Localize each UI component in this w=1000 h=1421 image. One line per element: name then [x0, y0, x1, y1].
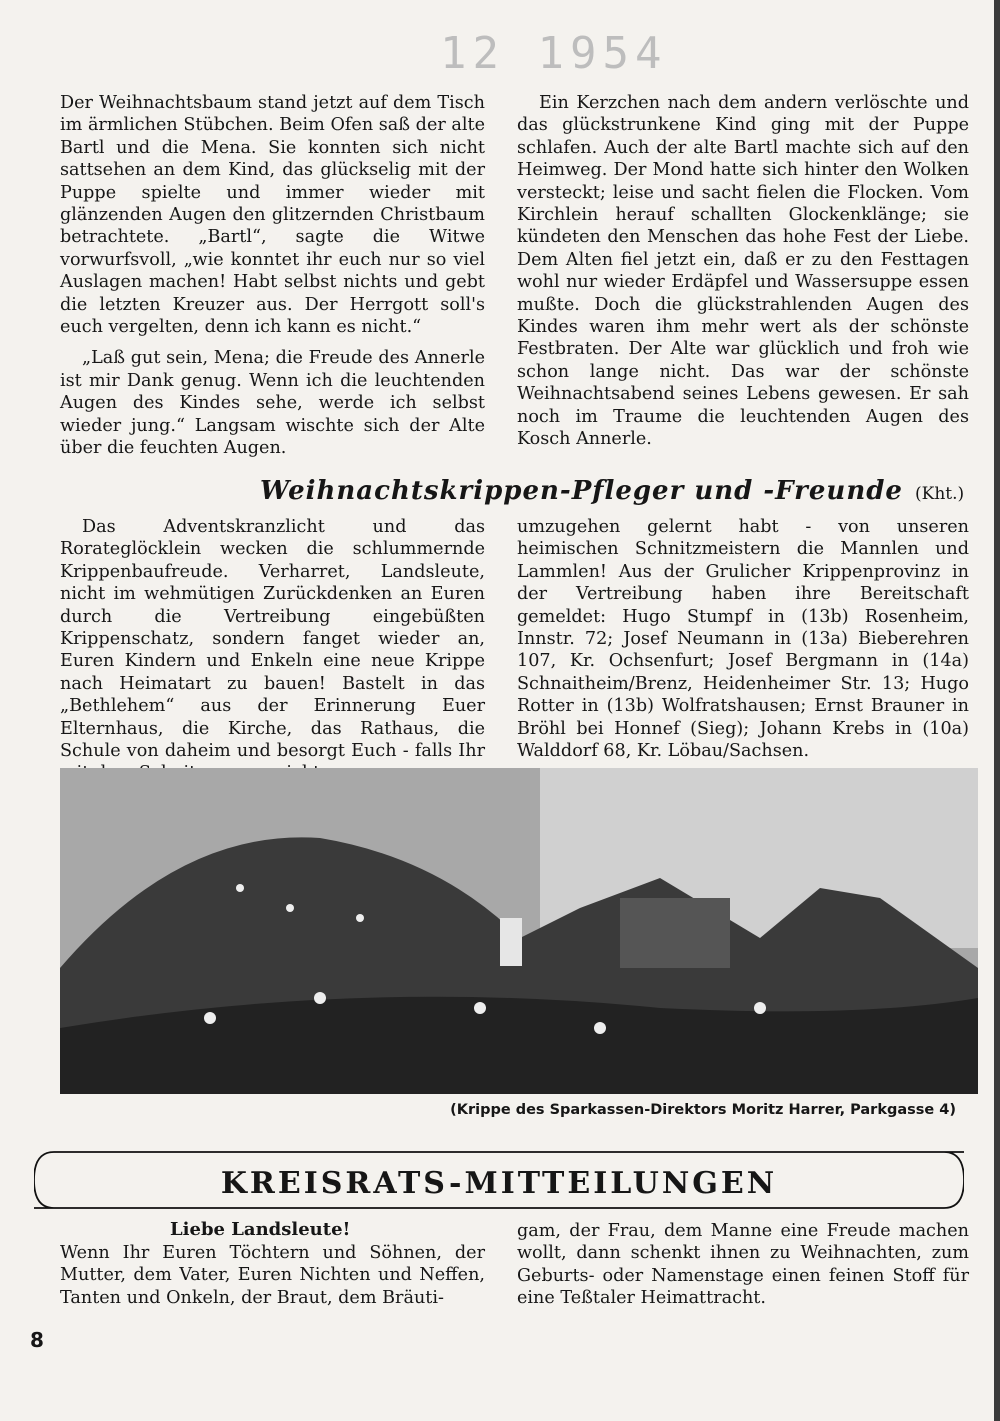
story-left-column: [60, 92, 485, 469]
kreisrat-left-column: [60, 1242, 485, 1318]
krippen-paragraph: Das Adventskranzlicht und das Rorateglöcklein wecken die schlummernde Krippenbaufreude. Verharret, Landsleute, nicht im wehmütigen Zurückdenken an Euren durch die Vertreibung eingebüßten Krippenschatz, sondern fanget wieder an, Euren Kindern und Enkeln eine neue Krippe nach Heimatart zu bauen! Bastelt in das „Bethlehem“ aus der Erinnerung Euer Elternhaus, die Kirche, das Rathaus, die Schule von daheim und besorgt Euch - falls Ihr: [60, 517, 485, 762]
kreisrat-subheading: Liebe Landsleute!: [170, 1219, 351, 1240]
date-stamp: 12 1954: [440, 28, 668, 79]
nativity-scene-photo: [60, 768, 978, 1094]
story-paragraph: Ein Kerzchen nach dem andern verlöschte und das glückstrunkene Kind ging mit der Puppe schlafen. Auch der alte Bartl machte sich auf den Heimweg. Der Mond hatte sich hinter den Wolken versteckt; leise und sacht fielen die Flocken. Vom Kirchlein herauf schallten Glockenklänge; sie kündeten den Menschen das hohe Fest der Liebe. Dem Alten fiel jetzt ein, daß er zu den Festtagen wohl nur wieder Erdäpfel und Wassersuppe essen mußte. Doch die glückstrahlenden Augen des Kindes waren ihm mehr wert als der schönste Festbraten. Der Alte war glücklich und froh wie schon lange nicht. Das war der schönste Weihnachtsabend seines Lebens gewesen. Er sah noch im Traume die leuchtenden Augen des Kosch Annerle.: [517, 93, 969, 450]
kreisrat-right-column: [517, 1220, 969, 1319]
banner-title: KREISRATS-MITTEILUNGEN: [220, 1166, 778, 1201]
kreisrat-paragraph: gam, der Frau, dem Manne eine Freude machen wollt, dann schenkt ihnen zu Weihnachten, zum Geburts- oder Namenstage einen feinen Stoff für eine Teßtaler Heimattracht.: [517, 1221, 969, 1309]
krippen-paragraph: umzugehen gelernt habt - von unseren heimischen Schnitzmeistern die Mannlen und Lammlen! Aus der Grulicher Krippenprovinz in der Vertreibung haben ihre Bereitschaft gemeldet: Hugo Stumpf in (13b) Rosenheim, Innstr. 72; Josef Neumann in (13a) Bieberehren 107, Kr. Ochsenfurt; Josef Bergmann in (14a) Schnaitheim/Brenz, Heidenheimer Str. 13; Hugo Rotter in (13b) Wolfratshausen; Ernst Brauner in Bröhl bei Honnef (Sieg); Johann Krebs in (10a) Walddorf 68, Kr. Löbau/Sachsen.: [517, 517, 969, 762]
krippen-right-column: [517, 516, 969, 771]
kreisrat-paragraph: Wenn Ihr Euren Töchtern und Söhnen, der Mutter, dem Vater, Euren Nichten und Neffen, Tanten und Onkeln, der Braut, dem Bräuti-: [60, 1243, 485, 1308]
photo-placeholder: [60, 768, 978, 1094]
photo-caption: (Krippe des Sparkassen-Direktors Moritz Harrer, Parkgasse 4): [450, 1102, 956, 1118]
page-number: 8: [30, 1328, 44, 1352]
kreisrat-banner: [34, 1150, 964, 1210]
story-right-column: [517, 92, 969, 460]
story-paragraph: Der Weihnachtsbaum stand jetzt auf dem Tisch im ärmlichen Stübchen. Beim Ofen saß der alte Bartl und die Mena. Sie konnten sich nicht sattsehen an dem Kind, das glückselig mit der Puppe spielte und immer wieder mit glänzenden Augen den glitzernden Christbaum betrachtete. „Bartl“, sagte die Witwe vorwurfsvoll, „wie konntet ihr euch nur so viel Auslagen machen! Habt selbst nichts und gebt die letzten Kreuzer aus. Der Herrgott soll's euch vergelten, denn ich kann es nicht.“: [60, 93, 485, 338]
scan-edge: [994, 0, 1000, 1421]
krippen-left-column: [60, 516, 485, 794]
section-heading: Weihnachtskrippen-Pfleger und -Freunde: [260, 476, 903, 506]
story-paragraph: „Laß gut sein, Mena; die Freude des Annerle ist mir Dank genug. Wenn ich die leuchtenden Augen des Kindes sehe, werde ich selbst wieder jung.“ Langsam wischte sich der Alte über die feuchten Augen.: [60, 348, 485, 459]
section-author: (Kht.): [915, 484, 965, 504]
